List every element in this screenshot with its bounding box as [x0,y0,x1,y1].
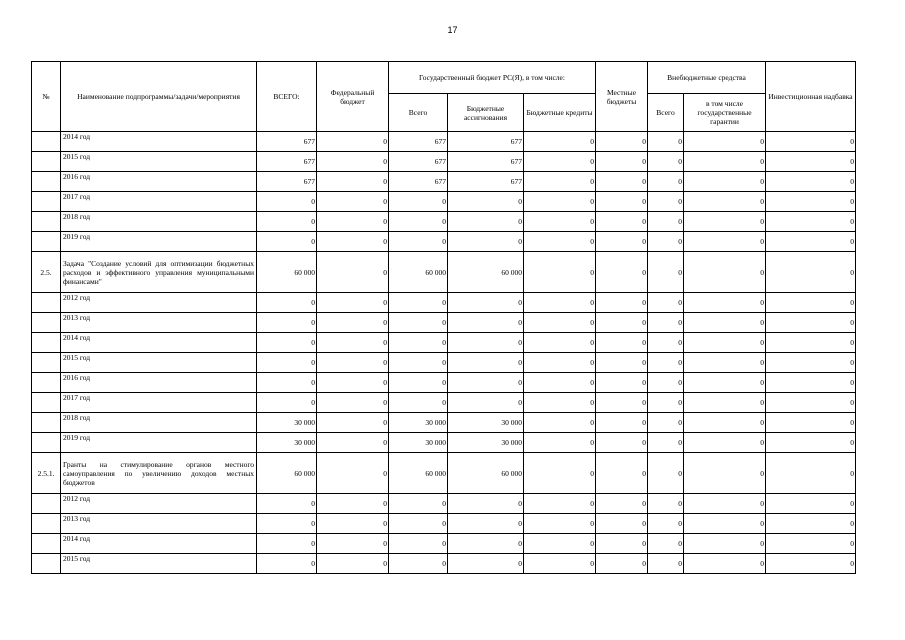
value-cell: 0 [317,172,389,192]
table-row [32,514,856,534]
value-cell: 0 [317,373,389,393]
value-cell: 0 [317,393,389,413]
value-cell: 0 [596,333,648,353]
row-name: 2014 год [61,132,257,152]
table-row [32,132,856,152]
row-number [32,554,61,574]
row-name: 2019 год [61,433,257,453]
table-row [32,353,856,373]
value-cell: 0 [766,293,856,313]
value-cell: 0 [524,353,596,373]
row-number [32,433,61,453]
value-cell: 0 [684,373,766,393]
value-cell: 0 [524,453,596,494]
table-row [32,413,856,433]
row-number [32,534,61,554]
table-row [32,212,856,232]
table-row [32,152,856,172]
value-cell: 0 [648,313,684,333]
value-cell: 30 000 [448,433,524,453]
header-federal: Федеральный бюджет [317,62,389,132]
row-number [32,494,61,514]
value-cell: 0 [317,433,389,453]
value-cell: 0 [684,514,766,534]
value-cell: 0 [766,152,856,172]
value-cell: 677 [448,152,524,172]
header-state-group: Государственный бюджет РС(Я), в том числе: [389,62,596,94]
value-cell: 0 [648,453,684,494]
value-cell: 0 [596,534,648,554]
page-number: 17 [447,25,458,35]
value-cell: 0 [766,453,856,494]
row-name: 2014 год [61,534,257,554]
value-cell: 0 [317,413,389,433]
value-cell: 677 [257,132,317,152]
row-number [32,333,61,353]
row-name: Задача "Создание условий для оптимизации бюджетных расходов и эффективного управления муниципальными финансами" [61,252,257,293]
value-cell: 0 [524,132,596,152]
value-cell: 0 [684,293,766,313]
value-cell: 0 [596,152,648,172]
value-cell: 0 [684,212,766,232]
value-cell: 0 [257,212,317,232]
value-cell: 0 [684,494,766,514]
value-cell: 0 [448,293,524,313]
header-investment: Инвестиционная надбавка [766,62,856,132]
budget-table [31,61,856,574]
table-row [32,534,856,554]
value-cell: 0 [317,534,389,554]
value-cell: 0 [766,373,856,393]
value-cell: 0 [648,494,684,514]
value-cell: 0 [684,192,766,212]
value-cell: 0 [766,192,856,212]
row-number [32,132,61,152]
value-cell: 0 [317,353,389,373]
header-state-total: Всего [389,94,448,132]
value-cell: 0 [596,554,648,574]
value-cell: 0 [448,232,524,252]
value-cell: 0 [648,212,684,232]
value-cell: 60 000 [448,453,524,494]
value-cell: 0 [389,373,448,393]
value-cell: 0 [766,333,856,353]
value-cell: 0 [766,433,856,453]
value-cell: 677 [389,172,448,192]
value-cell: 0 [389,192,448,212]
value-cell: 0 [389,333,448,353]
value-cell: 0 [684,433,766,453]
header-extra-guarantees: в том числе государственные гарантии [684,94,766,132]
value-cell: 0 [317,333,389,353]
value-cell: 0 [766,413,856,433]
table-row [32,333,856,353]
row-name: 2019 год [61,232,257,252]
value-cell: 60 000 [389,252,448,293]
value-cell: 0 [648,413,684,433]
value-cell: 0 [648,152,684,172]
row-number [32,232,61,252]
value-cell: 0 [648,172,684,192]
value-cell: 0 [766,313,856,333]
value-cell: 0 [596,413,648,433]
header-state-assignments: Бюджетные ассигнования [448,94,524,132]
value-cell: 0 [648,534,684,554]
value-cell: 0 [317,252,389,293]
row-number [32,293,61,313]
value-cell: 0 [684,554,766,574]
value-cell: 0 [317,293,389,313]
value-cell: 0 [648,514,684,534]
row-name: 2014 год [61,333,257,353]
value-cell: 60 000 [257,453,317,494]
row-name: 2015 год [61,152,257,172]
value-cell: 0 [257,554,317,574]
row-number [32,172,61,192]
value-cell: 0 [766,172,856,192]
task-row [32,252,856,293]
value-cell: 0 [448,313,524,333]
value-cell: 677 [389,132,448,152]
value-cell: 0 [389,494,448,514]
value-cell: 677 [448,172,524,192]
value-cell: 0 [389,554,448,574]
header-num: № [32,62,61,132]
value-cell: 0 [257,293,317,313]
value-cell: 0 [448,514,524,534]
value-cell: 60 000 [389,453,448,494]
row-name: 2016 год [61,172,257,192]
value-cell: 0 [389,212,448,232]
value-cell: 0 [596,172,648,192]
value-cell: 0 [766,252,856,293]
value-cell: 0 [448,212,524,232]
value-cell: 0 [389,514,448,534]
value-cell: 0 [448,534,524,554]
row-number [32,192,61,212]
value-cell: 0 [448,494,524,514]
value-cell: 0 [596,393,648,413]
value-cell: 0 [766,494,856,514]
value-cell: 0 [684,232,766,252]
value-cell: 0 [257,313,317,333]
value-cell: 0 [257,353,317,373]
value-cell: 0 [766,554,856,574]
value-cell: 0 [596,132,648,152]
value-cell: 0 [596,313,648,333]
row-name: 2012 год [61,494,257,514]
value-cell: 0 [596,212,648,232]
value-cell: 0 [766,393,856,413]
value-cell: 0 [766,534,856,554]
value-cell: 0 [684,152,766,172]
header-extra-total: Всего [648,94,684,132]
row-name: 2018 год [61,413,257,433]
value-cell: 0 [524,413,596,433]
table-row [32,554,856,574]
row-number [32,212,61,232]
row-name: 2013 год [61,313,257,333]
value-cell: 0 [448,373,524,393]
value-cell: 677 [257,152,317,172]
row-name: 2012 год [61,293,257,313]
value-cell: 0 [448,554,524,574]
value-cell: 0 [684,132,766,152]
value-cell: 0 [524,313,596,333]
value-cell: 0 [524,554,596,574]
row-name: 2015 год [61,353,257,373]
value-cell: 0 [389,393,448,413]
value-cell: 0 [448,192,524,212]
value-cell: 0 [596,373,648,393]
value-cell: 0 [524,252,596,293]
value-cell: 0 [684,534,766,554]
row-number [32,152,61,172]
value-cell: 0 [648,232,684,252]
table-row [32,192,856,212]
value-cell: 0 [648,373,684,393]
value-cell: 0 [317,313,389,333]
value-cell: 0 [596,453,648,494]
value-cell: 0 [524,433,596,453]
value-cell: 0 [648,333,684,353]
value-cell: 0 [596,353,648,373]
header-state-credits: Бюджетные кредиты [524,94,596,132]
table-row [32,232,856,252]
table-body [32,132,856,574]
value-cell: 0 [524,232,596,252]
row-number: 2.5. [32,252,61,293]
value-cell: 60 000 [257,252,317,293]
value-cell: 0 [684,453,766,494]
value-cell: 0 [648,393,684,413]
value-cell: 0 [257,333,317,353]
row-name: 2015 год [61,554,257,574]
value-cell: 0 [524,373,596,393]
value-cell: 0 [524,172,596,192]
header-extra-group: Внебюджетные средства [648,62,766,94]
row-name: 2018 год [61,212,257,232]
value-cell: 30 000 [448,413,524,433]
value-cell: 0 [448,333,524,353]
row-name: 2016 год [61,373,257,393]
value-cell: 677 [448,132,524,152]
task-row [32,453,856,494]
value-cell: 0 [524,212,596,232]
value-cell: 0 [684,333,766,353]
value-cell: 0 [684,313,766,333]
value-cell: 0 [648,353,684,373]
row-name: Гранты на стимулирование органов местного самоуправления по увеличению доходов местных бюджетов [61,453,257,494]
value-cell: 30 000 [389,433,448,453]
value-cell: 0 [448,353,524,373]
table-row [32,393,856,413]
value-cell: 0 [596,232,648,252]
value-cell: 30 000 [257,413,317,433]
value-cell: 0 [389,353,448,373]
value-cell: 0 [524,293,596,313]
value-cell: 0 [766,212,856,232]
value-cell: 0 [317,453,389,494]
value-cell: 0 [766,232,856,252]
table-row [32,494,856,514]
value-cell: 0 [596,252,648,293]
value-cell: 0 [317,192,389,212]
value-cell: 0 [524,333,596,353]
value-cell: 0 [524,393,596,413]
value-cell: 0 [648,293,684,313]
value-cell: 0 [596,293,648,313]
row-name: 2013 год [61,514,257,534]
value-cell: 0 [524,192,596,212]
value-cell: 0 [648,252,684,293]
value-cell: 0 [596,494,648,514]
table-row [32,172,856,192]
table-row [32,313,856,333]
value-cell: 0 [317,132,389,152]
value-cell: 0 [596,433,648,453]
value-cell: 0 [317,494,389,514]
row-number [32,373,61,393]
value-cell: 0 [257,373,317,393]
value-cell: 0 [257,192,317,212]
header-total: ВСЕГО: [257,62,317,132]
value-cell: 0 [648,132,684,152]
value-cell: 0 [684,172,766,192]
value-cell: 0 [524,534,596,554]
value-cell: 0 [317,554,389,574]
value-cell: 0 [257,534,317,554]
value-cell: 0 [684,252,766,293]
row-number [32,353,61,373]
value-cell: 0 [596,192,648,212]
row-number [32,313,61,333]
value-cell: 0 [257,232,317,252]
table-row [32,293,856,313]
value-cell: 0 [684,413,766,433]
value-cell: 0 [448,393,524,413]
value-cell: 0 [257,494,317,514]
value-cell: 0 [648,554,684,574]
row-number [32,393,61,413]
value-cell: 0 [389,313,448,333]
value-cell: 0 [766,353,856,373]
value-cell: 0 [389,232,448,252]
value-cell: 0 [766,514,856,534]
table-row [32,373,856,393]
value-cell: 0 [389,534,448,554]
value-cell: 0 [648,192,684,212]
value-cell: 0 [524,152,596,172]
value-cell: 0 [389,293,448,313]
value-cell: 0 [524,494,596,514]
value-cell: 30 000 [257,433,317,453]
row-number: 2.5.1. [32,453,61,494]
value-cell: 677 [389,152,448,172]
value-cell: 0 [317,212,389,232]
value-cell: 0 [596,514,648,534]
row-number [32,514,61,534]
row-name: 2017 год [61,192,257,212]
value-cell: 60 000 [448,252,524,293]
header-name: Наименование подпрограммы/задачи/мероприятия [61,62,257,132]
value-cell: 0 [648,433,684,453]
value-cell: 0 [317,514,389,534]
table-row [32,433,856,453]
value-cell: 0 [524,514,596,534]
value-cell: 0 [684,393,766,413]
row-number [32,413,61,433]
value-cell: 0 [684,353,766,373]
value-cell: 0 [257,393,317,413]
value-cell: 0 [257,514,317,534]
value-cell: 0 [766,132,856,152]
value-cell: 677 [257,172,317,192]
row-name: 2017 год [61,393,257,413]
value-cell: 0 [317,152,389,172]
value-cell: 0 [317,232,389,252]
header-local: Местные бюджеты [596,62,648,132]
value-cell: 30 000 [389,413,448,433]
